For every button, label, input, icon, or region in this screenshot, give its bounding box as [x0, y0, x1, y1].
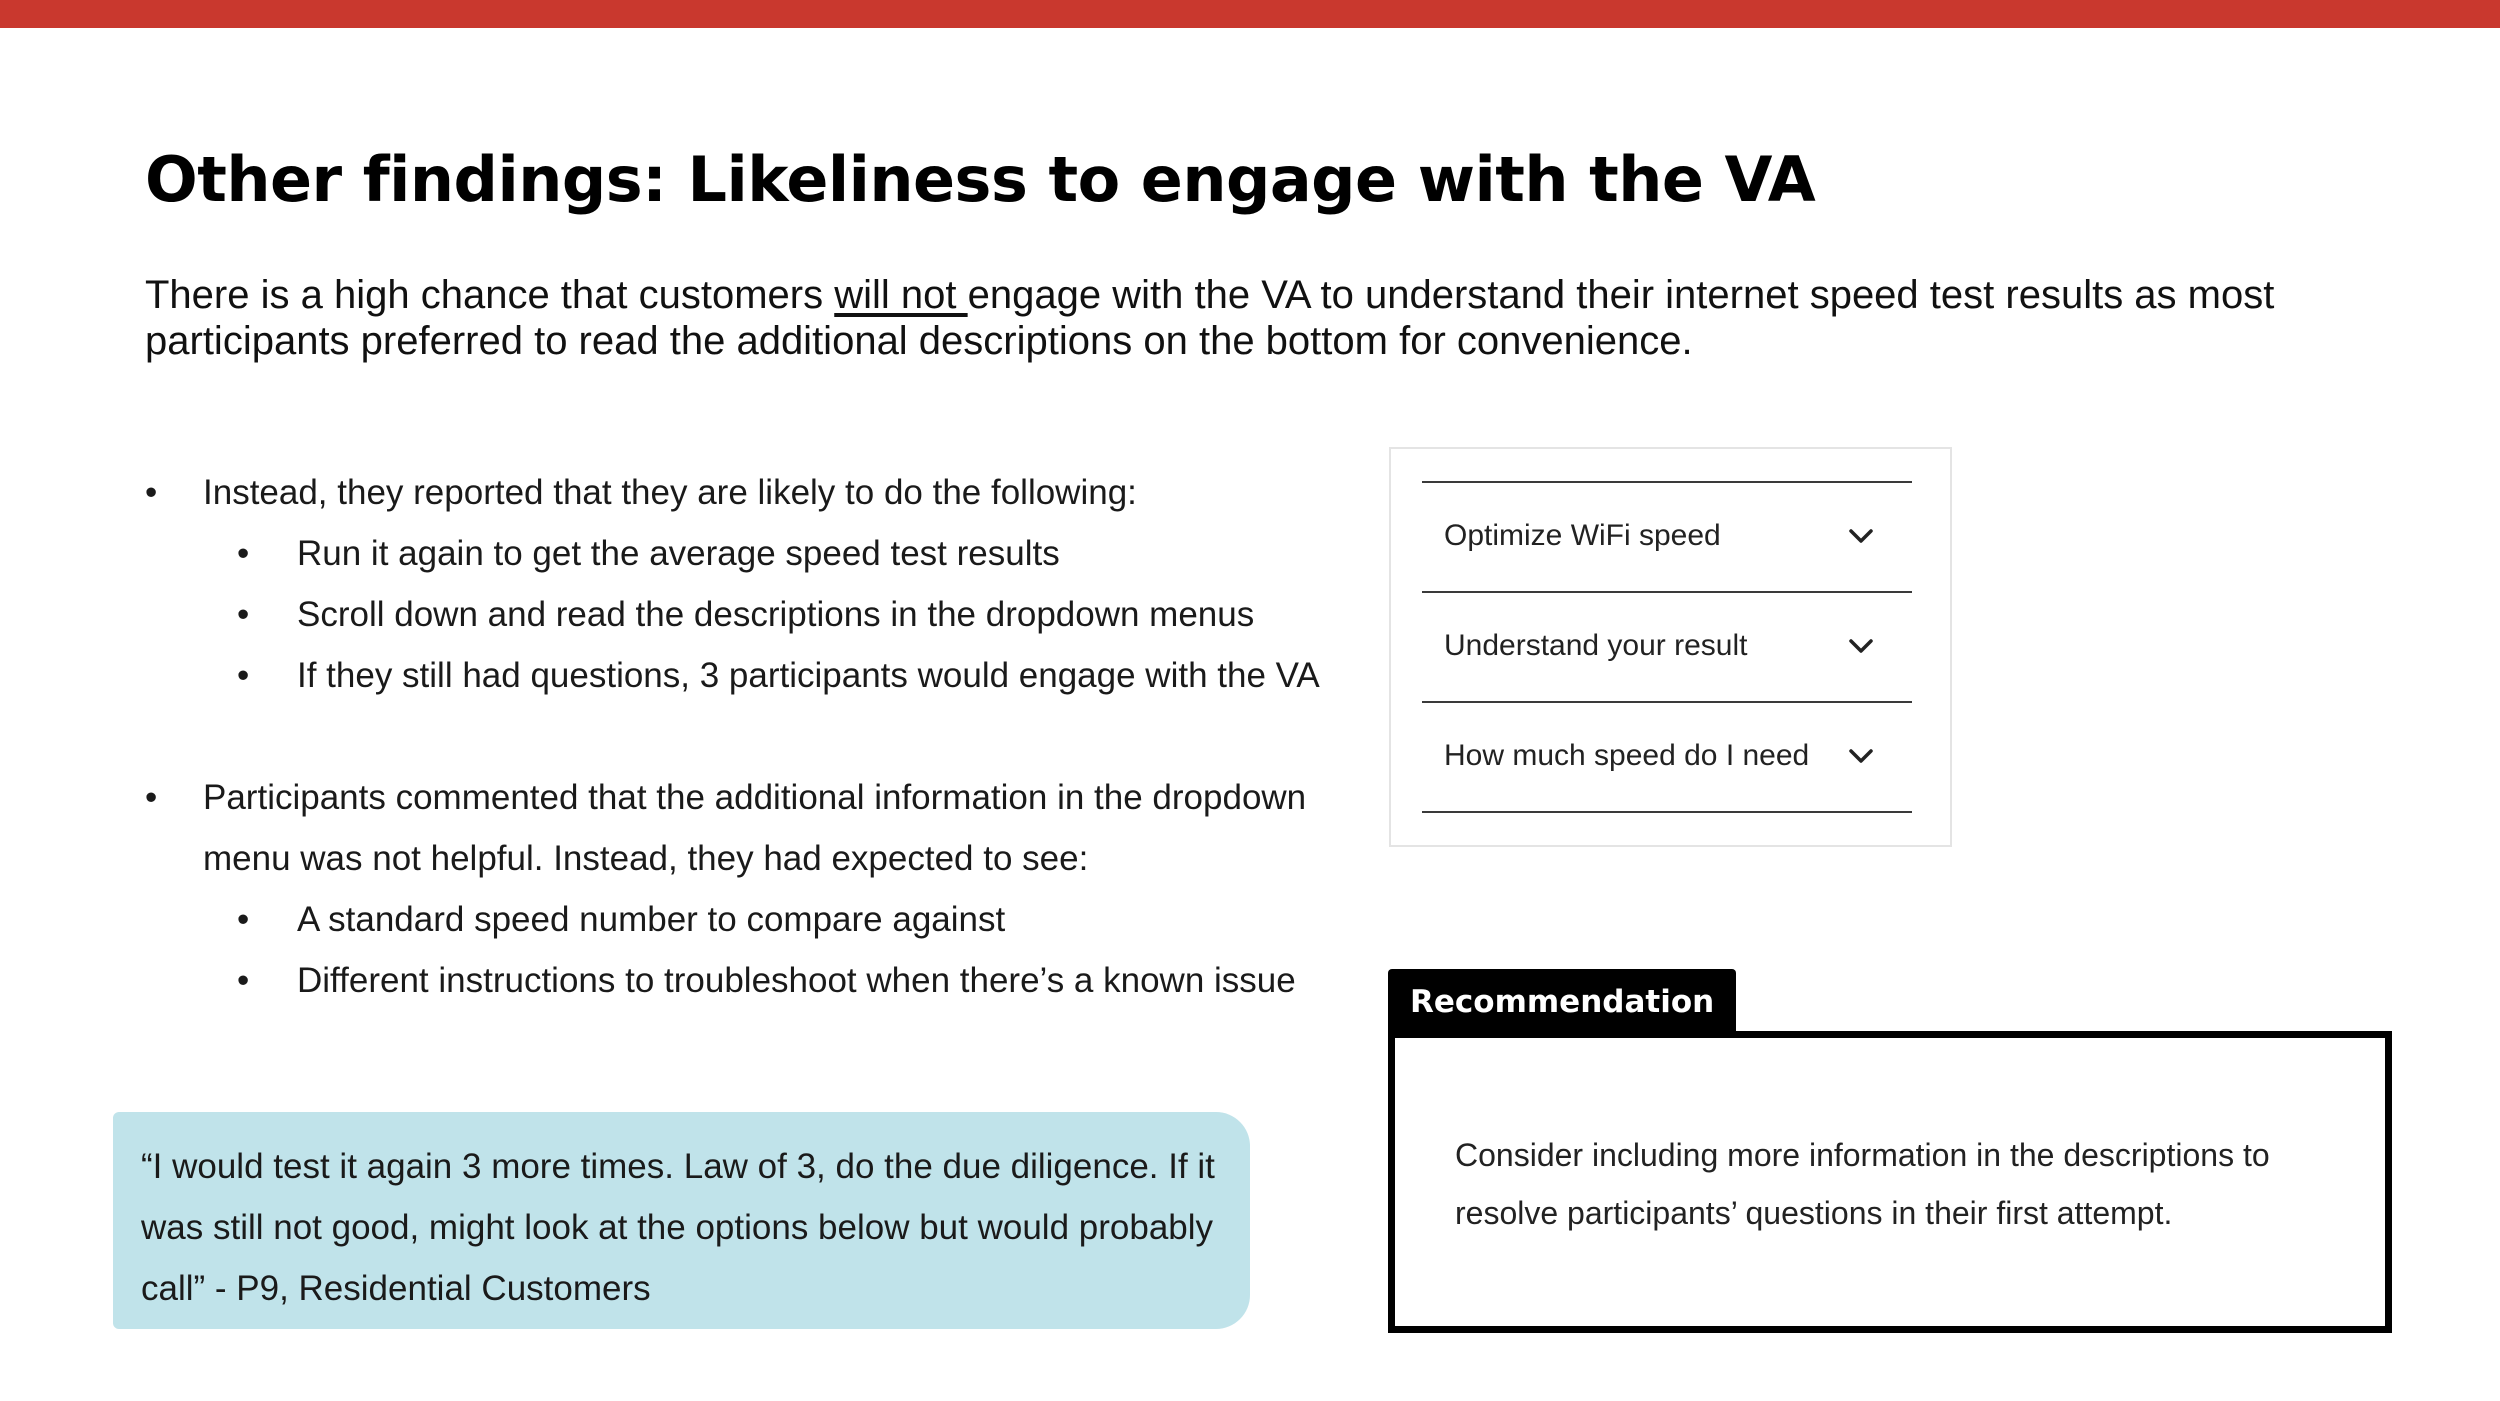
findings-list — [145, 462, 1345, 1011]
accordion-item-optimize-wifi[interactable] — [1422, 481, 1912, 591]
finding-subitem: • If they still had questions, 3 participants would engage with the VA — [145, 645, 1345, 706]
slide-title: Other findings: Likeliness to engage with the VA — [145, 143, 1816, 216]
finding-item: • Participants commented that the additional information in the dropdown menu was not helpful. Instead, they had expected to see: — [145, 767, 1345, 889]
lead-text-after: engage with the VA to understand their internet speed test results as most participants preferred to read the additional descriptions on the bottom for convenience. — [145, 273, 2275, 363]
accordion-item-understand-result[interactable] — [1422, 591, 1912, 701]
participant-quote: “I would test it again 3 more times. Law of 3, do the due diligence. If it was still not good, might look at the options below but would probably call” - P9, Residential Customers — [113, 1112, 1250, 1329]
finding-subitem: • Run it again to get the average speed test results — [145, 523, 1345, 584]
finding-item: • Instead, they reported that they are likely to do the following: — [145, 462, 1345, 523]
lead-text-before: There is a high chance that customers — [145, 273, 835, 317]
finding-subitem: • Scroll down and read the descriptions in the dropdown menus — [145, 584, 1345, 645]
dropdown-menu-screenshot — [1389, 447, 1952, 847]
accordion-item-speed-needed[interactable] — [1422, 701, 1912, 813]
top-accent-bar — [0, 0, 2500, 28]
lead-paragraph — [145, 272, 2375, 364]
recommendation-tab: Recommendation — [1388, 969, 1736, 1035]
chevron-down-icon[interactable] — [1848, 637, 1874, 655]
recommendation-text: Consider including more information in the descriptions to resolve participants’ questions in their first attempt. — [1455, 1137, 2270, 1231]
list-spacer — [145, 706, 1345, 767]
chevron-down-icon[interactable] — [1848, 747, 1874, 765]
finding-subitem: • A standard speed number to compare against — [145, 889, 1345, 950]
chevron-down-icon[interactable] — [1848, 527, 1874, 545]
accordion-item-label: Optimize WiFi speed — [1444, 519, 1721, 552]
recommendation-box — [1388, 1031, 2392, 1333]
finding-subitem: • Different instructions to troubleshoot when there’s a known issue — [145, 950, 1345, 1011]
accordion-item-label: Understand your result — [1444, 629, 1748, 662]
lead-text-underlined: will not — [834, 273, 968, 317]
accordion-item-label: How much speed do I need — [1444, 739, 1810, 772]
